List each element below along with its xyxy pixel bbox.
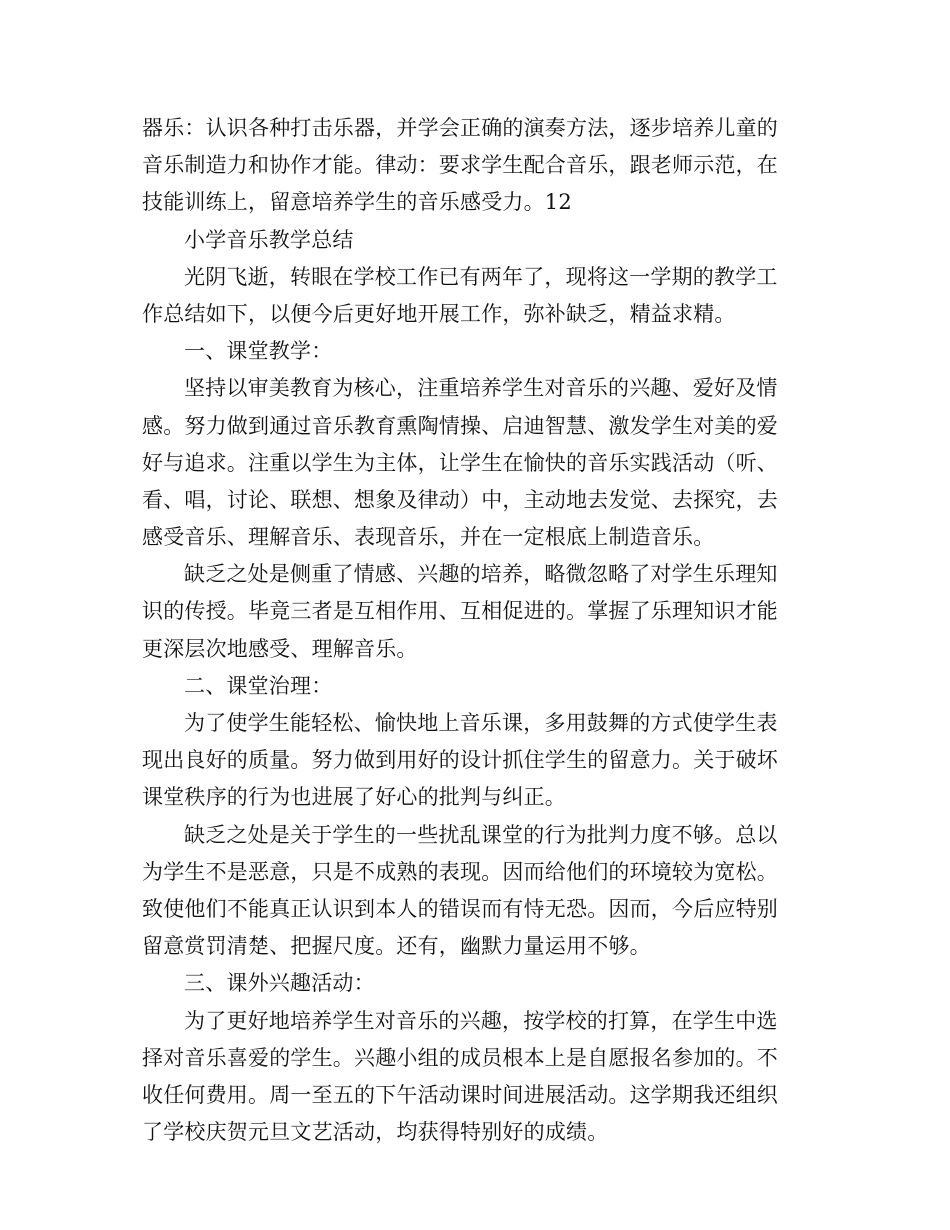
text-line: 识的传授。毕竟三者是互相作用、互相促进的。掌握了乐理知识才能 [142, 599, 778, 624]
text-line: 择对音乐喜爱的学生。兴趣小组的成员根本上是自愿报名参加的。不 [142, 1045, 778, 1070]
text-line: 坚持以审美教育为核心，注重培养学生对音乐的兴趣、爱好及情 [184, 376, 778, 401]
text-line: 课堂秩序的行为也进展了好心的批判与纠正。 [142, 785, 566, 810]
text-line: 感受音乐、理解音乐、表现音乐，并在一定根底上制造音乐。 [142, 525, 715, 550]
text-line: 缺乏之处是侧重了情感、兴趣的培养，略微忽略了对学生乐理知 [184, 562, 778, 587]
text-line: 现出良好的质量。努力做到用好的设计抓住学生的留意力。关于破坏 [142, 748, 778, 773]
text-line: 缺乏之处是关于学生的一些扰乱课堂的行为批判力度不够。总以 [184, 822, 778, 847]
text-line: 更深层次地感受、理解音乐。 [142, 636, 418, 661]
text-line: 器乐：认识各种打击乐器，并学会正确的演奏方法，逐步培养儿童的 [142, 116, 778, 140]
text-line: 音乐制造力和协作才能。律动：要求学生配合音乐，跟老师示范，在 [142, 153, 778, 178]
text-line: 技能训练上，留意培养学生的音乐感受力。12 [142, 190, 572, 215]
text-line: 留意赏罚清楚、把握尺度。还有，幽默力量运用不够。 [142, 934, 651, 959]
text-line: 光阴飞逝，转眼在学校工作已有两年了，现将这一学期的教学工 [184, 264, 778, 289]
text-line: 为学生不是恶意，只是不成熟的表现。因而给他们的环境较为宽松。 [142, 859, 778, 884]
section-heading: 三、课外兴趣活动： [184, 971, 375, 996]
text-line: 看、唱，讨论、联想、想象及律动）中，主动地去发觉、去探究，去 [142, 487, 778, 512]
text-line: 感。努力做到通过音乐教育熏陶情操、启迪智慧、激发学生对美的爱 [142, 413, 778, 438]
section-heading: 一、课堂教学： [184, 339, 333, 364]
text-line: 了学校庆贺元旦文艺活动，均获得特别好的成绩。 [142, 1120, 609, 1145]
text-line: 致使他们不能真正认识到本人的错误而有恃无恐。因而，今后应特别 [142, 896, 778, 921]
section-title: 小学音乐教学总结 [184, 227, 354, 252]
text-line: 好与追求。注重以学生为主体，让学生在愉快的音乐实践活动（听、 [142, 450, 778, 475]
text-line: 收任何费用。周一至五的下午活动课时间进展活动。这学期我还组织 [142, 1082, 778, 1107]
section-heading: 二、课堂治理： [184, 673, 333, 698]
text-line: 作总结如下，以便今后更好地开展工作，弥补缺乏，精益求精。 [142, 301, 736, 326]
text-line: 为了更好地培养学生对音乐的兴趣，按学校的打算，在学生中选 [184, 1008, 778, 1033]
text-line: 为了使学生能轻松、愉快地上音乐课，多用鼓舞的方式使学生表 [184, 711, 778, 735]
document-page [142, 110, 810, 1151]
